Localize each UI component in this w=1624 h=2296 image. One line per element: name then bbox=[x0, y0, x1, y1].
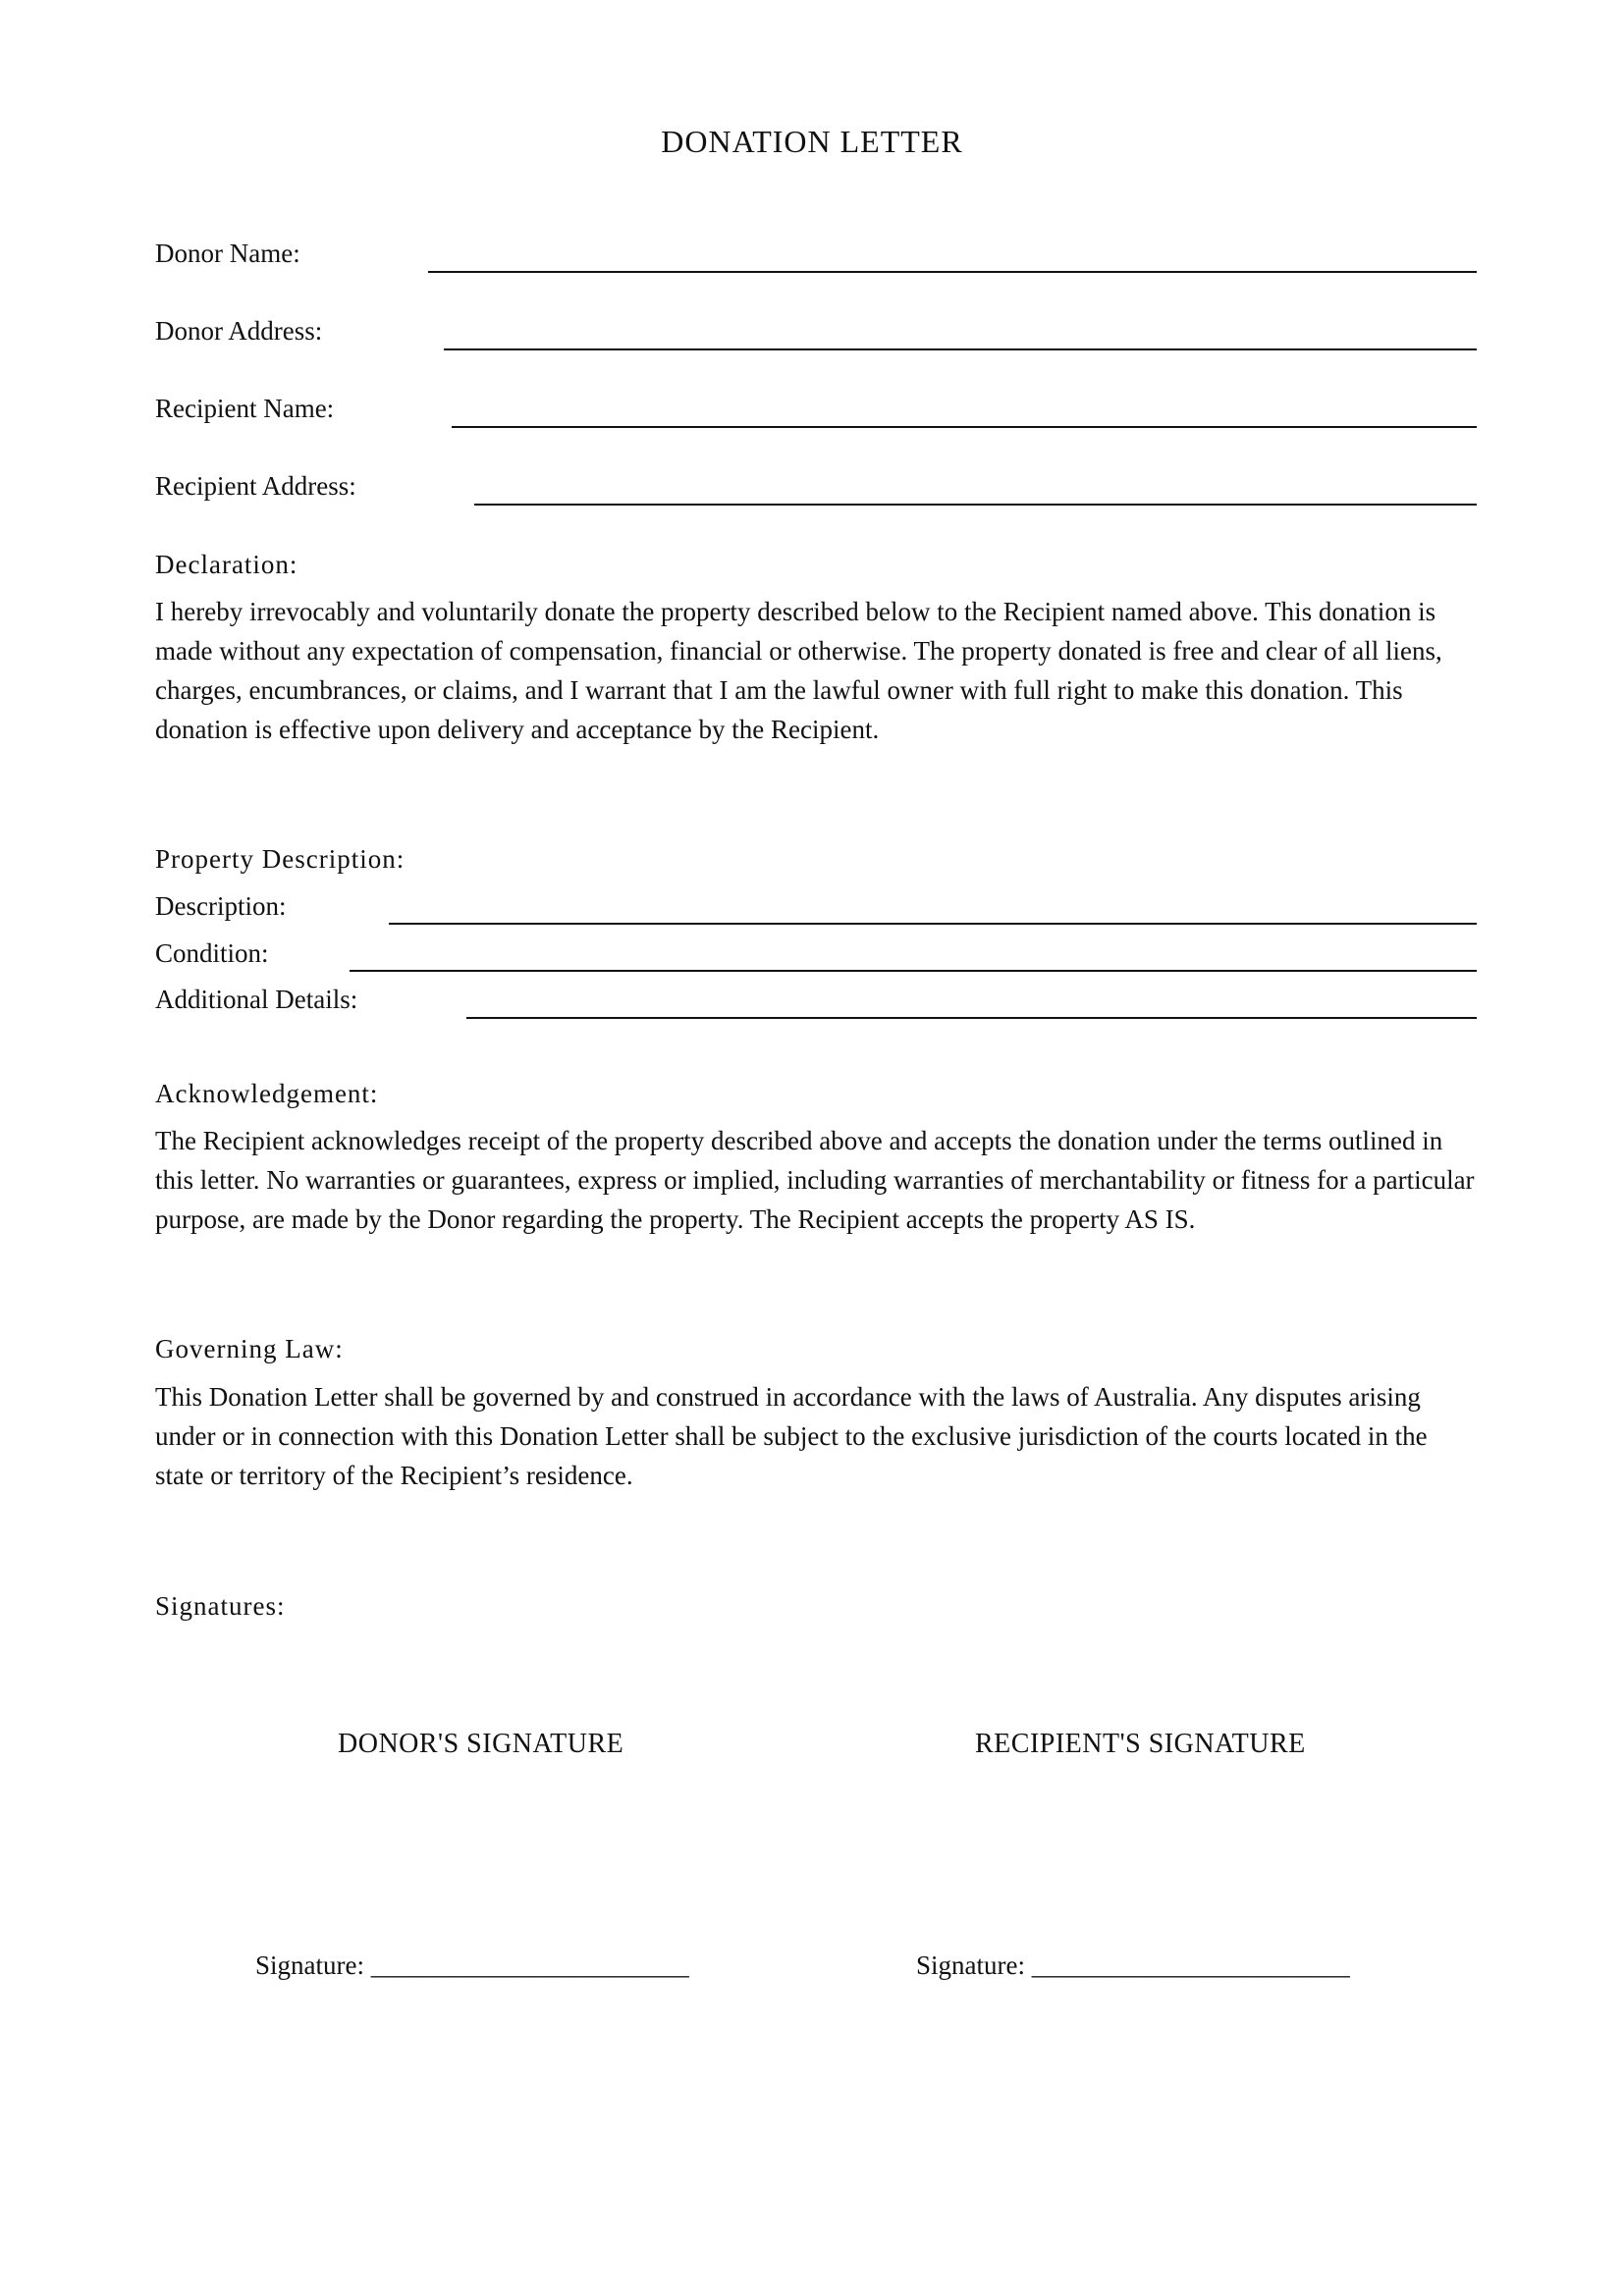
governing-law-text: This Donation Letter shall be governed by and construed in accordance with the laws of Australia. Any disputes arising under or in connection with this Donation Letter shall be subject to the exclusive jurisdiction of the courts located in the state or territory of the Recipient’s residence. bbox=[155, 1382, 1428, 1490]
property-description-heading: Property Description: bbox=[155, 844, 406, 874]
acknowledgement-text: The Recipient acknowledges receipt of the property described above and accepts the donation under the terms outlined in this letter. No warranties or guarantees, express or implied, including warranties of merchantability or fitness for a particular purpose, are made by the Donor regarding the property. The Recipient accepts the property AS IS. bbox=[155, 1126, 1475, 1234]
donor-signature-heading: DONOR'S SIGNATURE bbox=[338, 1729, 624, 1759]
donor-name-label: Donor Name: bbox=[155, 239, 300, 268]
additional-details-field[interactable] bbox=[466, 1017, 1477, 1019]
description-label: Description: bbox=[155, 891, 287, 921]
recipient-name-field[interactable] bbox=[452, 426, 1477, 428]
declaration-heading: Declaration: bbox=[155, 550, 298, 579]
condition-field[interactable] bbox=[350, 970, 1477, 972]
donor-address-label: Donor Address: bbox=[155, 316, 323, 346]
recipient-address-label: Recipient Address: bbox=[155, 471, 356, 501]
recipient-name-label: Recipient Name: bbox=[155, 394, 335, 423]
acknowledgement-heading: Acknowledgement: bbox=[155, 1079, 379, 1108]
description-field[interactable] bbox=[389, 923, 1477, 925]
additional-details-label: Additional Details: bbox=[155, 985, 358, 1014]
recipient-signature-line[interactable]: Signature: ________________________ bbox=[916, 1950, 1350, 1980]
recipient-address-field[interactable] bbox=[474, 504, 1477, 506]
declaration-text: I hereby irrevocably and voluntarily donate the property described below to the Recipient named above. This donation is made without any expectation of compensation, financial or otherwise. The property donated is free and clear of all liens, charges, encumbrances, or claims, and I warrant that I am the lawful owner with full right to make this donation. This donation is effective upon delivery and acceptance by the Recipient. bbox=[155, 597, 1442, 744]
donor-address-field[interactable] bbox=[444, 348, 1477, 350]
recipient-signature-heading: RECIPIENT'S SIGNATURE bbox=[975, 1729, 1306, 1759]
signatures-heading: Signatures: bbox=[155, 1591, 286, 1621]
donor-name-field[interactable] bbox=[428, 271, 1477, 273]
donor-signature-line[interactable]: Signature: ________________________ bbox=[255, 1950, 689, 1980]
document-title: DONATION LETTER bbox=[661, 124, 963, 159]
condition-label: Condition: bbox=[155, 938, 269, 968]
governing-law-heading: Governing Law: bbox=[155, 1334, 344, 1363]
